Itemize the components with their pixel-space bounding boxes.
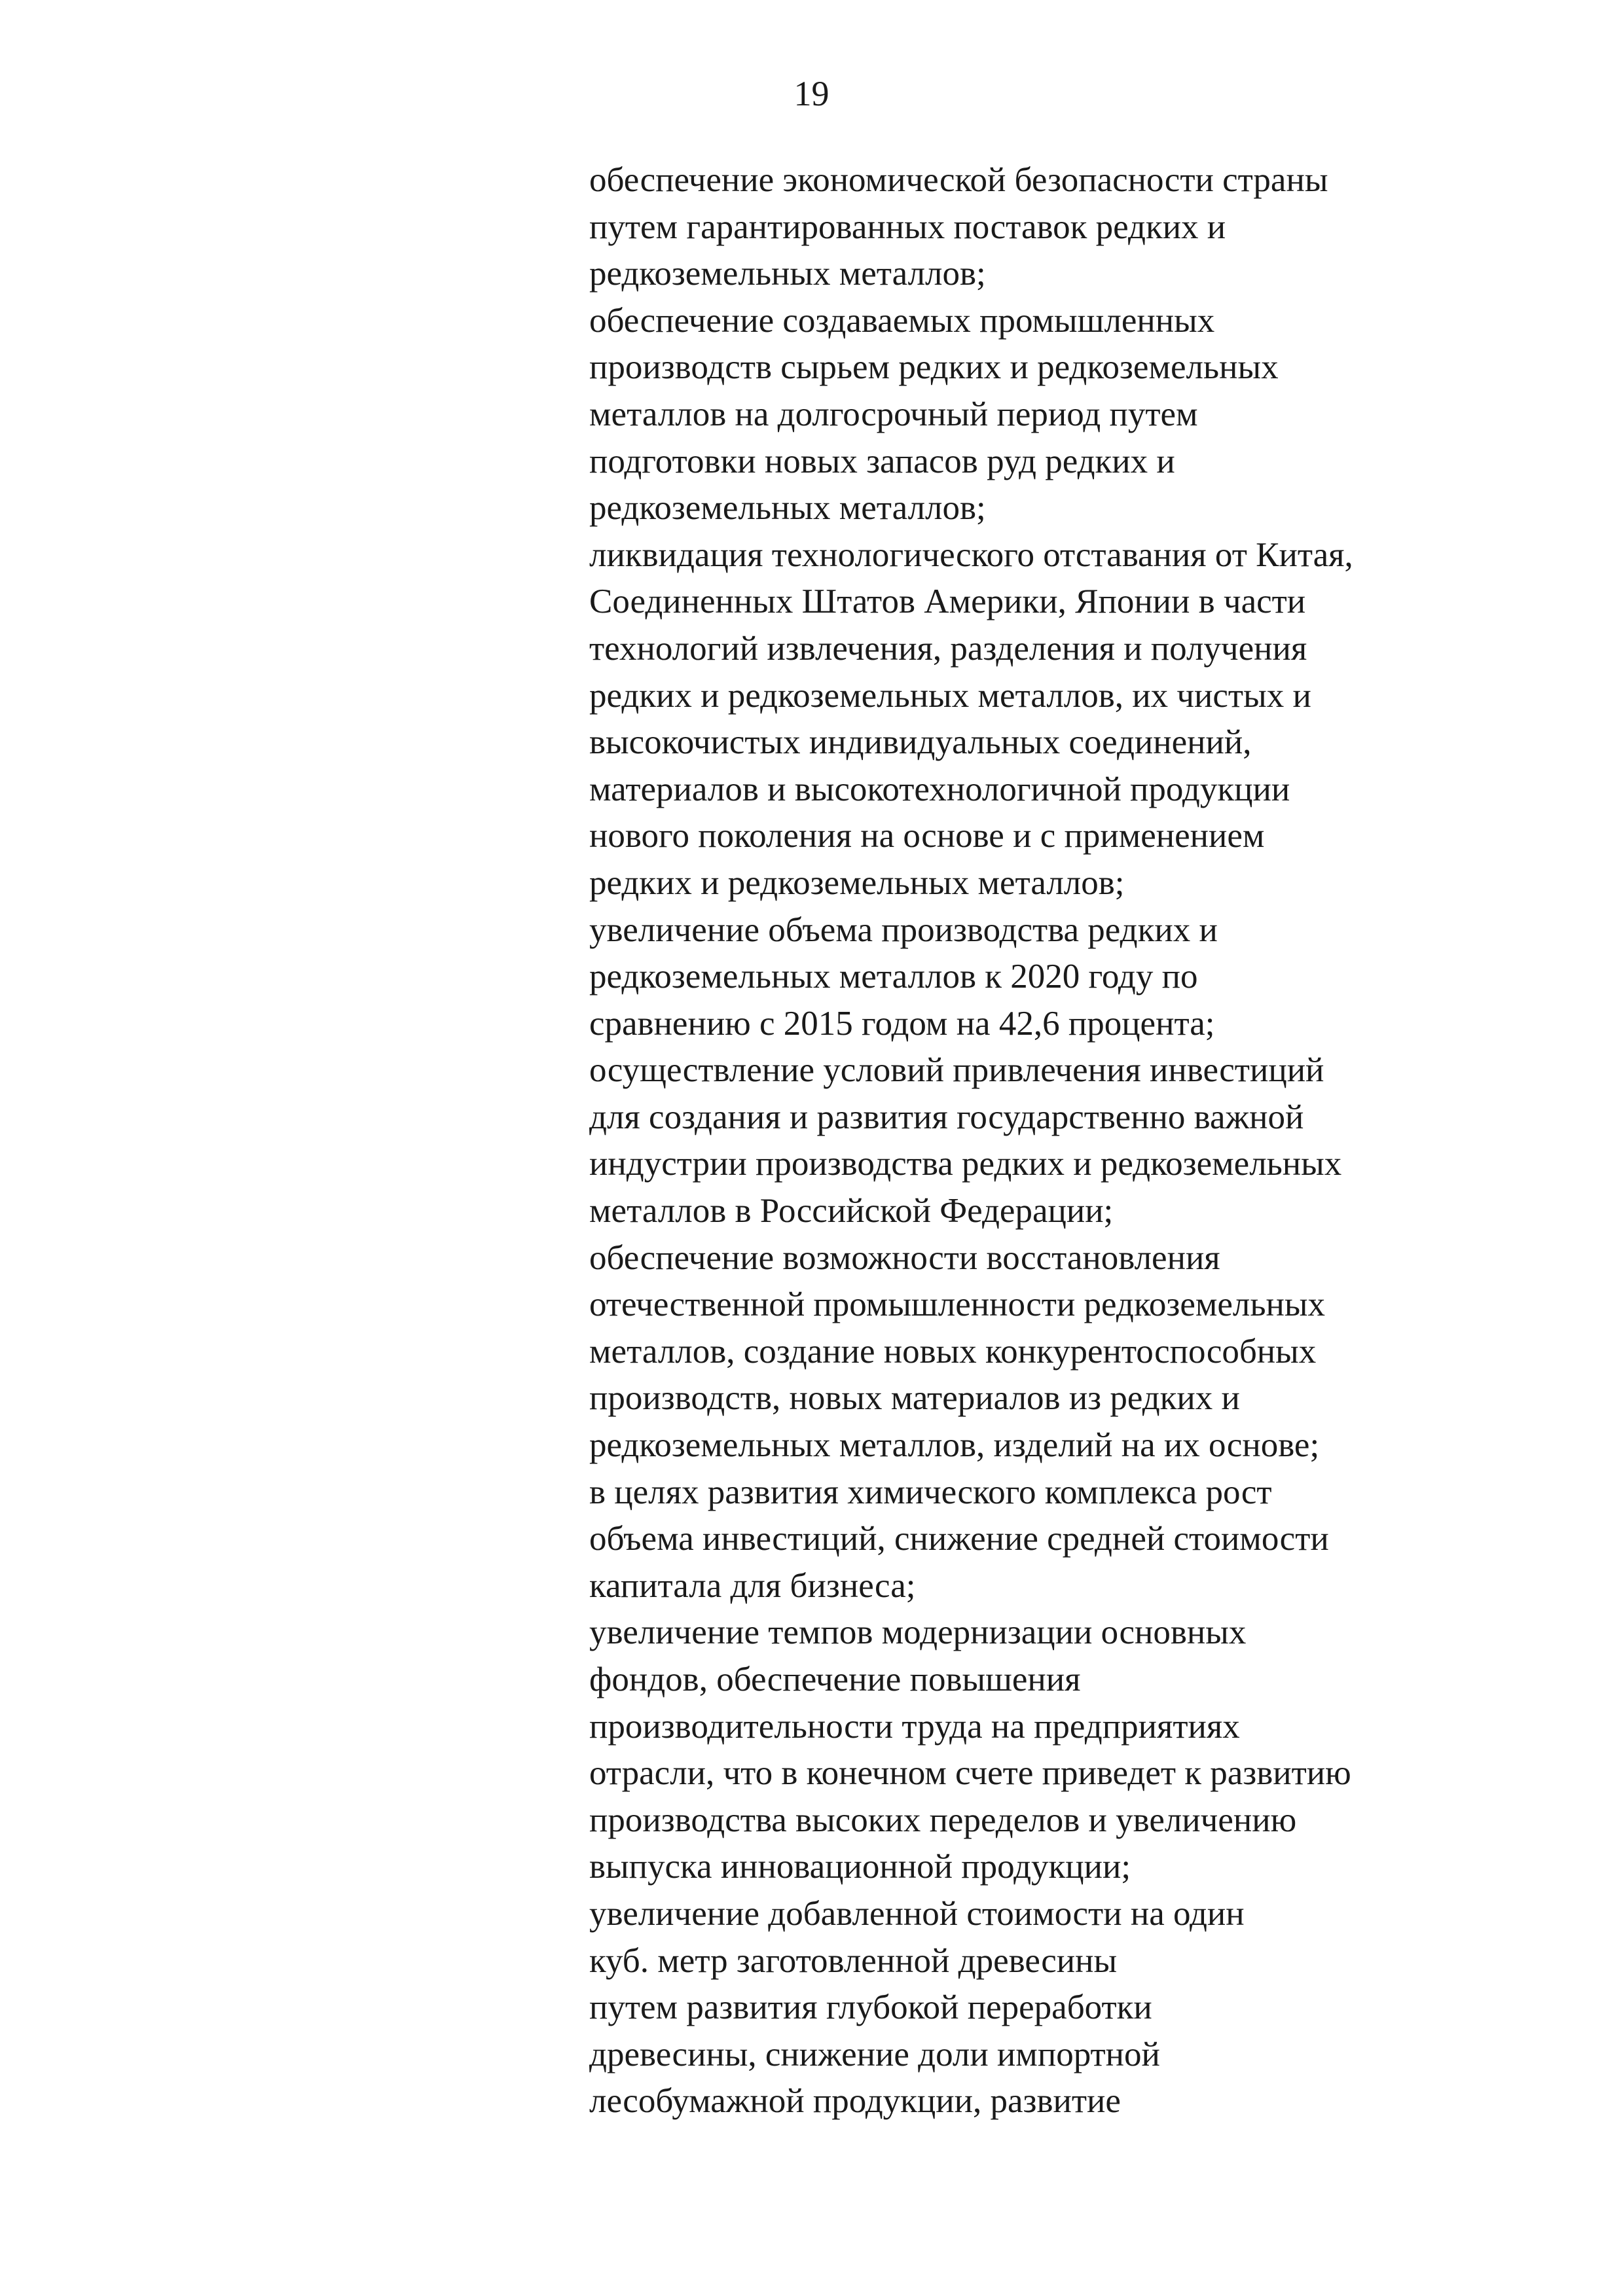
text-line: производств, новых материалов из редких и (589, 1379, 1240, 1418)
text-line: редкоземельных металлов, изделий на их основе; (589, 1426, 1320, 1465)
text-line: подготовки новых запасов руд редких и (589, 442, 1175, 480)
text-line: редкоземельных металлов; (589, 255, 986, 293)
text-line: отечественной промышленности редкоземельных (589, 1285, 1326, 1324)
text-line: в целях развития химического комплекса рост (589, 1473, 1272, 1511)
text-line: куб. метр заготовленной древесины (589, 1941, 1118, 1980)
text-line: обеспечение создаваемых промышленных (589, 301, 1215, 340)
text-line: путем гарантированных поставок редких и (589, 207, 1226, 246)
body-text (589, 157, 1480, 2125)
text-line: путем развития глубокой переработки (589, 1988, 1152, 2027)
text-line: объема инвестиций, снижение средней стоимости (589, 1520, 1329, 1558)
text-line: технологий извлечения, разделения и получения (589, 629, 1307, 668)
text-line: лесобумажной продукции, развитие (589, 2082, 1121, 2121)
text-line: редких и редкоземельных металлов, их чистых и (589, 676, 1311, 715)
text-line: металлов на долгосрочный период путем (589, 395, 1198, 433)
text-line: обеспечение возможности восстановления (589, 1238, 1220, 1277)
text-line: нового поколения на основе и с применением (589, 817, 1265, 855)
text-line: обеспечение экономической безопасности страны (589, 161, 1328, 199)
text-line: увеличение объема производства редких и (589, 910, 1218, 949)
text-line: Соединенных Штатов Америки, Японии в части (589, 583, 1306, 621)
text-line: отрасли, что в конечном счете приведет к развитию (589, 1754, 1351, 1793)
text-line: производств сырьем редких и редкоземельных (589, 348, 1279, 387)
text-line: сравнению с 2015 годом на 42,6 процента; (589, 1004, 1215, 1043)
text-line: капитала для бизнеса; (589, 1566, 916, 1605)
text-line: высокочистых индивидуальных соединений, (589, 723, 1252, 762)
text-line: индустрии производства редких и редкоземельных (589, 1145, 1342, 1183)
page-number: 19 (793, 74, 830, 113)
text-line: древесины, снижение доли импортной (589, 2035, 1160, 2073)
text-line: металлов, создание новых конкурентоспособных (589, 1332, 1317, 1371)
text-line: для создания и развития государственно важной (589, 1098, 1304, 1136)
text-line: ликвидация технологического отставания от Китая, (589, 535, 1353, 574)
text-line: выпуска инновационной продукции; (589, 1848, 1131, 1886)
text-line: материалов и высокотехнологичной продукции (589, 770, 1290, 808)
text-line: увеличение добавленной стоимости на один (589, 1894, 1245, 1933)
text-line: редкоземельных металлов к 2020 году по (589, 958, 1198, 996)
text-line: редких и редкоземельных металлов; (589, 863, 1125, 902)
text-line: увеличение темпов модернизации основных (589, 1613, 1247, 1652)
text-line: производительности труда на предприятиях (589, 1707, 1240, 1746)
text-line: производства высоких переделов и увеличению (589, 1801, 1297, 1839)
text-line: фондов, обеспечение повышения (589, 1660, 1081, 1698)
text-line: металлов в Российской Федерации; (589, 1192, 1114, 1230)
text-line: редкоземельных металлов; (589, 489, 986, 528)
text-line: осуществление условий привлечения инвестиций (589, 1051, 1324, 1090)
